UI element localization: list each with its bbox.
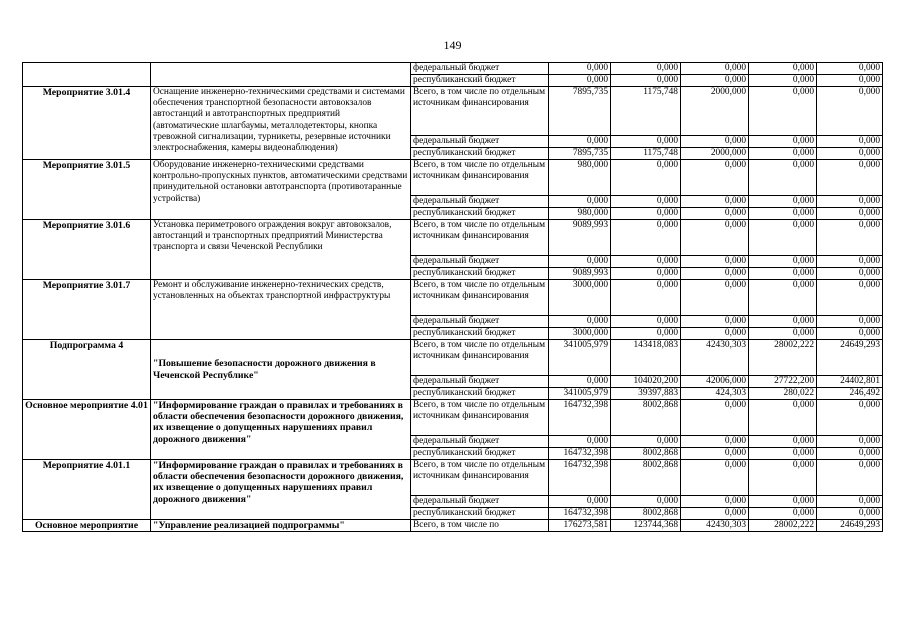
value-cell: 0,000 <box>817 208 883 220</box>
row-description: Ремонт и обслуживание инженерно-технических средств, установленных на объектах транспортной инфраструктуры <box>151 280 411 340</box>
row-description: "Управление реализацией подпрограммы" <box>151 520 411 532</box>
row-title: Подпрограмма 4 <box>23 340 151 400</box>
value-cell: 0,000 <box>749 220 817 256</box>
value-cell: 0,000 <box>817 328 883 340</box>
source-label: республиканский бюджет <box>411 75 549 87</box>
source-label: республиканский бюджет <box>411 508 549 520</box>
value-cell: 0,000 <box>749 256 817 268</box>
value-cell: 0,000 <box>549 376 611 388</box>
value-cell: 341005,979 <box>549 340 611 376</box>
source-label: федеральный бюджет <box>411 436 549 448</box>
value-cell: 164732,398 <box>549 448 611 460</box>
value-cell: 42430,303 <box>681 340 749 376</box>
value-cell: 0,000 <box>611 496 681 508</box>
source-label: федеральный бюджет <box>411 316 549 328</box>
value-cell: 0,000 <box>611 316 681 328</box>
value-cell: 24649,293 <box>817 520 883 532</box>
source-label: федеральный бюджет <box>411 63 549 75</box>
source-label: республиканский бюджет <box>411 388 549 400</box>
value-cell: 424,303 <box>681 388 749 400</box>
source-label: федеральный бюджет <box>411 256 549 268</box>
source-label: федеральный бюджет <box>411 376 549 388</box>
value-cell: 0,000 <box>681 136 749 148</box>
value-cell: 0,000 <box>817 160 883 196</box>
source-label: республиканский бюджет <box>411 148 549 160</box>
value-cell: 0,000 <box>681 280 749 316</box>
value-cell: 3000,000 <box>549 280 611 316</box>
value-cell: 9089,993 <box>549 268 611 280</box>
value-cell: 42006,000 <box>681 376 749 388</box>
value-cell: 28002,222 <box>749 520 817 532</box>
value-cell: 0,000 <box>749 400 817 436</box>
value-cell: 0,000 <box>817 508 883 520</box>
value-cell: 104020,200 <box>611 376 681 388</box>
table-row <box>23 460 883 496</box>
value-cell: 0,000 <box>549 75 611 87</box>
value-cell: 0,000 <box>549 436 611 448</box>
row-title: Мероприятие 3.01.4 <box>23 87 151 160</box>
row-description: Оборудование инженерно-техническими средствами контрольно-пропускных пунктов, автоматическими средствами принудительной остановки автотранспорта (противотаранные устройства) <box>151 160 411 220</box>
value-cell: 0,000 <box>681 496 749 508</box>
value-cell: 0,000 <box>749 268 817 280</box>
table-row <box>23 280 883 316</box>
value-cell: 0,000 <box>549 256 611 268</box>
name-cell <box>23 63 151 87</box>
row-title: Основное мероприятие 4.01 <box>23 400 151 460</box>
value-cell: 0,000 <box>611 256 681 268</box>
value-cell: 341005,979 <box>549 388 611 400</box>
value-cell: 0,000 <box>681 268 749 280</box>
table-row <box>23 63 883 75</box>
source-label: Всего, в том числе по отдельным источникам финансирования <box>411 460 549 496</box>
value-cell: 980,000 <box>549 160 611 196</box>
table-row <box>23 220 883 256</box>
value-cell: 0,000 <box>681 256 749 268</box>
value-cell: 0,000 <box>749 208 817 220</box>
value-cell: 0,000 <box>749 328 817 340</box>
value-cell: 8002,868 <box>611 460 681 496</box>
row-title: Мероприятие 4.01.1 <box>23 460 151 520</box>
value-cell: 0,000 <box>817 256 883 268</box>
row-title: Мероприятие 3.01.6 <box>23 220 151 280</box>
value-cell: 7895,735 <box>549 148 611 160</box>
value-cell: 0,000 <box>681 460 749 496</box>
row-description: "Информирование граждан о правилах и требованиях в области обеспечения безопасности дорожного движения, их извещение о допущенных нарушениях правил дорожного движения" <box>151 400 411 460</box>
value-cell: 0,000 <box>749 196 817 208</box>
table-row <box>23 400 883 436</box>
value-cell: 143418,083 <box>611 340 681 376</box>
row-description: Оснащение инженерно-техническими средствами и системами обеспечения транспортной безопасности автовокзалов автостанций и автотранспортных предприятий (автоматические шлагбаумы, металлодетекторы, кнопка тревожной сигнализации, турникеты, резервные источники электроснабжения, камеры видеонаблюдения) <box>151 87 411 160</box>
table-row <box>23 87 883 136</box>
value-cell: 0,000 <box>549 136 611 148</box>
value-cell: 246,492 <box>817 388 883 400</box>
value-cell: 0,000 <box>681 328 749 340</box>
value-cell: 39397,883 <box>611 388 681 400</box>
value-cell: 28002,222 <box>749 340 817 376</box>
source-label: Всего, в том числе по отдельным источникам финансирования <box>411 160 549 196</box>
value-cell: 0,000 <box>681 436 749 448</box>
value-cell: 0,000 <box>549 316 611 328</box>
value-cell: 0,000 <box>611 63 681 75</box>
value-cell: 0,000 <box>611 220 681 256</box>
value-cell: 164732,398 <box>549 508 611 520</box>
value-cell: 0,000 <box>749 160 817 196</box>
value-cell: 27722,200 <box>749 376 817 388</box>
value-cell: 0,000 <box>749 316 817 328</box>
value-cell: 0,000 <box>749 460 817 496</box>
source-label: республиканский бюджет <box>411 448 549 460</box>
source-label: федеральный бюджет <box>411 496 549 508</box>
source-label: республиканский бюджет <box>411 208 549 220</box>
value-cell: 0,000 <box>681 508 749 520</box>
row-title: Мероприятие 3.01.7 <box>23 280 151 340</box>
value-cell: 0,000 <box>681 400 749 436</box>
source-label: Всего, в том числе по отдельным источникам финансирования <box>411 87 549 136</box>
value-cell: 0,000 <box>817 496 883 508</box>
source-label: федеральный бюджет <box>411 196 549 208</box>
value-cell: 0,000 <box>817 316 883 328</box>
value-cell: 0,000 <box>681 316 749 328</box>
value-cell: 0,000 <box>749 148 817 160</box>
source-label: республиканский бюджет <box>411 328 549 340</box>
table-row <box>23 340 883 376</box>
value-cell: 0,000 <box>817 280 883 316</box>
value-cell: 1175,748 <box>611 87 681 136</box>
value-cell: 0,000 <box>681 220 749 256</box>
table-row <box>23 160 883 196</box>
value-cell: 0,000 <box>749 136 817 148</box>
source-label: Всего, в том числе по отдельным источникам финансирования <box>411 220 549 256</box>
value-cell: 42430,303 <box>681 520 749 532</box>
value-cell: 0,000 <box>817 400 883 436</box>
row-description: Установка периметрового ограждения вокруг автовокзалов, автостанций и транспортных предприятий Министерства транспорта и связи Чеченской Республики <box>151 220 411 280</box>
value-cell: 0,000 <box>749 436 817 448</box>
value-cell: 0,000 <box>611 75 681 87</box>
value-cell: 0,000 <box>749 63 817 75</box>
row-title: Основное мероприятие <box>23 520 151 532</box>
value-cell: 0,000 <box>749 280 817 316</box>
value-cell: 0,000 <box>817 75 883 87</box>
value-cell: 0,000 <box>611 196 681 208</box>
value-cell: 176273,581 <box>549 520 611 532</box>
value-cell: 8002,868 <box>611 448 681 460</box>
row-description: "Информирование граждан о правилах и требованиях в области обеспечения безопасности дорожного движения, их извещение о допущенных нарушениях правил дорожного движения" <box>151 460 411 520</box>
value-cell: 980,000 <box>549 208 611 220</box>
value-cell: 0,000 <box>681 196 749 208</box>
row-title: Мероприятие 3.01.5 <box>23 160 151 220</box>
value-cell: 2000,000 <box>681 148 749 160</box>
value-cell: 0,000 <box>749 87 817 136</box>
source-label: Всего, в том числе по <box>411 520 549 532</box>
value-cell: 24402,801 <box>817 376 883 388</box>
source-label: Всего, в том числе по отдельным источникам финансирования <box>411 340 549 376</box>
value-cell: 0,000 <box>681 448 749 460</box>
value-cell: 0,000 <box>817 460 883 496</box>
source-label: Всего, в том числе по отдельным источникам финансирования <box>411 280 549 316</box>
value-cell: 123744,368 <box>611 520 681 532</box>
value-cell: 164732,398 <box>549 400 611 436</box>
value-cell: 0,000 <box>749 75 817 87</box>
value-cell: 24649,293 <box>817 340 883 376</box>
page-number: 149 <box>443 38 462 52</box>
value-cell: 0,000 <box>611 280 681 316</box>
value-cell: 0,000 <box>681 208 749 220</box>
value-cell: 0,000 <box>817 436 883 448</box>
table-row <box>23 520 883 532</box>
value-cell: 0,000 <box>681 160 749 196</box>
value-cell: 0,000 <box>549 196 611 208</box>
value-cell: 0,000 <box>611 436 681 448</box>
value-cell: 0,000 <box>611 268 681 280</box>
value-cell: 8002,868 <box>611 508 681 520</box>
value-cell: 0,000 <box>611 136 681 148</box>
value-cell: 0,000 <box>817 63 883 75</box>
value-cell: 0,000 <box>817 268 883 280</box>
source-label: федеральный бюджет <box>411 136 549 148</box>
value-cell: 0,000 <box>611 328 681 340</box>
value-cell: 0,000 <box>681 75 749 87</box>
value-cell: 0,000 <box>749 496 817 508</box>
value-cell: 0,000 <box>611 208 681 220</box>
value-cell: 0,000 <box>749 448 817 460</box>
value-cell: 8002,868 <box>611 400 681 436</box>
value-cell: 0,000 <box>817 148 883 160</box>
value-cell: 9089,993 <box>549 220 611 256</box>
value-cell: 0,000 <box>817 136 883 148</box>
value-cell: 0,000 <box>817 448 883 460</box>
value-cell: 2000,000 <box>681 87 749 136</box>
value-cell: 0,000 <box>749 508 817 520</box>
value-cell: 0,000 <box>549 496 611 508</box>
value-cell: 3000,000 <box>549 328 611 340</box>
row-description: "Повышение безопасности дорожного движения в Чеченской Республике" <box>151 340 411 400</box>
value-cell: 280,022 <box>749 388 817 400</box>
description-cell <box>151 63 411 87</box>
value-cell: 0,000 <box>611 160 681 196</box>
value-cell: 164732,398 <box>549 460 611 496</box>
value-cell: 7895,735 <box>549 87 611 136</box>
value-cell: 0,000 <box>817 196 883 208</box>
value-cell: 0,000 <box>549 63 611 75</box>
budget-table <box>22 62 883 532</box>
source-label: Всего, в том числе по отдельным источникам финансирования <box>411 400 549 436</box>
value-cell: 1175,748 <box>611 148 681 160</box>
source-label: республиканский бюджет <box>411 268 549 280</box>
value-cell: 0,000 <box>817 87 883 136</box>
value-cell: 0,000 <box>681 63 749 75</box>
value-cell: 0,000 <box>817 220 883 256</box>
